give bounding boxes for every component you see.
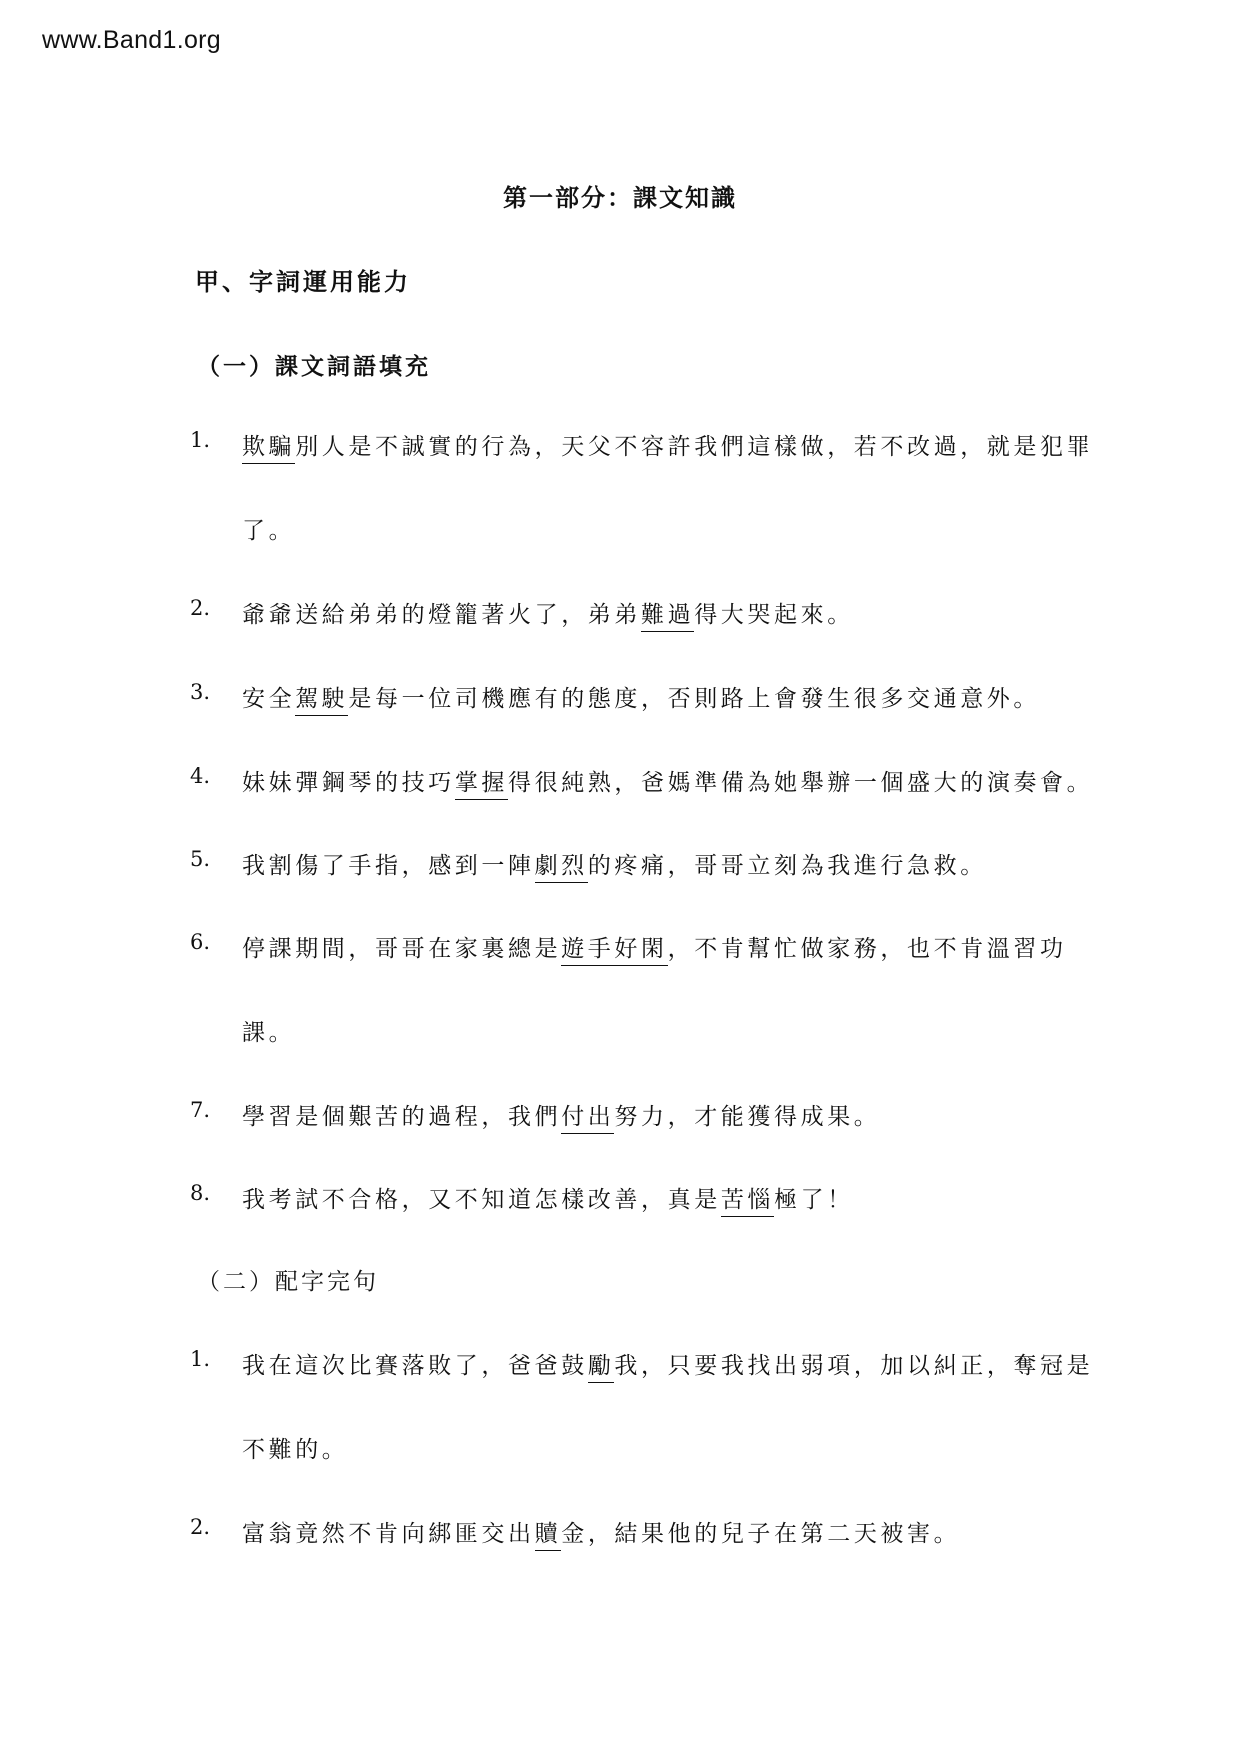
underlined-answer: 苦惱 <box>721 1187 774 1217</box>
section-heading: 甲、字詞運用能力 <box>195 267 411 296</box>
item-line: 課。 <box>242 1020 296 1046</box>
underlined-answer: 贖 <box>535 1521 562 1551</box>
item-line: 妹妹彈鋼琴的技巧掌握得很純熟，爸媽準備為她舉辦一個盛大的演奏會。 <box>242 764 1093 797</box>
underlined-answer: 駕駛 <box>295 686 348 716</box>
item-line: 安全駕駛是每一位司機應有的態度，否則路上會發生很多交通意外。 <box>242 680 1040 713</box>
underlined-answer: 勵 <box>588 1353 615 1383</box>
underlined-answer: 欺騙 <box>242 434 295 464</box>
underlined-answer: 劇烈 <box>535 853 588 883</box>
item-line: 不難的。 <box>242 1437 349 1463</box>
site-watermark: www.Band1.org <box>42 26 221 54</box>
item-number: 2. <box>190 1515 211 1539</box>
item-number: 3. <box>190 680 211 704</box>
item-line: 爺爺送給弟弟的燈籠著火了，弟弟難過得大哭起來。 <box>242 596 854 629</box>
item-line: 欺騙別人是不誠實的行為，天父不容許我們這樣做，若不改過，就是犯罪 <box>242 428 1093 461</box>
underlined-answer: 遊手好閑 <box>561 936 667 966</box>
item-line: 學習是個艱苦的過程，我們付出努力，才能獲得成果。 <box>242 1098 880 1131</box>
item-number: 4. <box>190 764 211 788</box>
item-number: 1. <box>190 1347 211 1371</box>
item-line: 我割傷了手指，感到一陣劇烈的疼痛，哥哥立刻為我進行急救。 <box>242 847 987 880</box>
subsection-heading-1: （一）課文詞語填充 <box>197 353 431 380</box>
item-line: 我在這次比賽落敗了，爸爸鼓勵我，只要我找出弱項，加以糾正，奪冠是 <box>242 1347 1093 1380</box>
item-number: 8. <box>190 1181 211 1205</box>
item-line: 我考試不合格，又不知道怎樣改善，真是苦惱極了！ <box>242 1181 854 1214</box>
item-line: 了。 <box>242 518 296 544</box>
underlined-answer: 掌握 <box>455 770 508 800</box>
page-title: 第一部分：課文知識 <box>503 183 737 212</box>
underlined-answer: 難過 <box>641 602 694 632</box>
item-number: 1. <box>190 428 211 452</box>
item-number: 6. <box>190 930 211 954</box>
item-line: 停課期間，哥哥在家裏總是遊手好閑，不肯幫忙做家務，也不肯溫習功 <box>242 930 1067 963</box>
item-number: 5. <box>190 847 211 871</box>
underlined-answer: 付出 <box>561 1104 614 1134</box>
item-number: 7. <box>190 1098 211 1122</box>
item-number: 2. <box>190 596 211 620</box>
subsection-heading-2: （二）配字完句 <box>197 1269 379 1295</box>
item-line: 富翁竟然不肯向綁匪交出贖金，結果他的兒子在第二天被害。 <box>242 1515 960 1548</box>
